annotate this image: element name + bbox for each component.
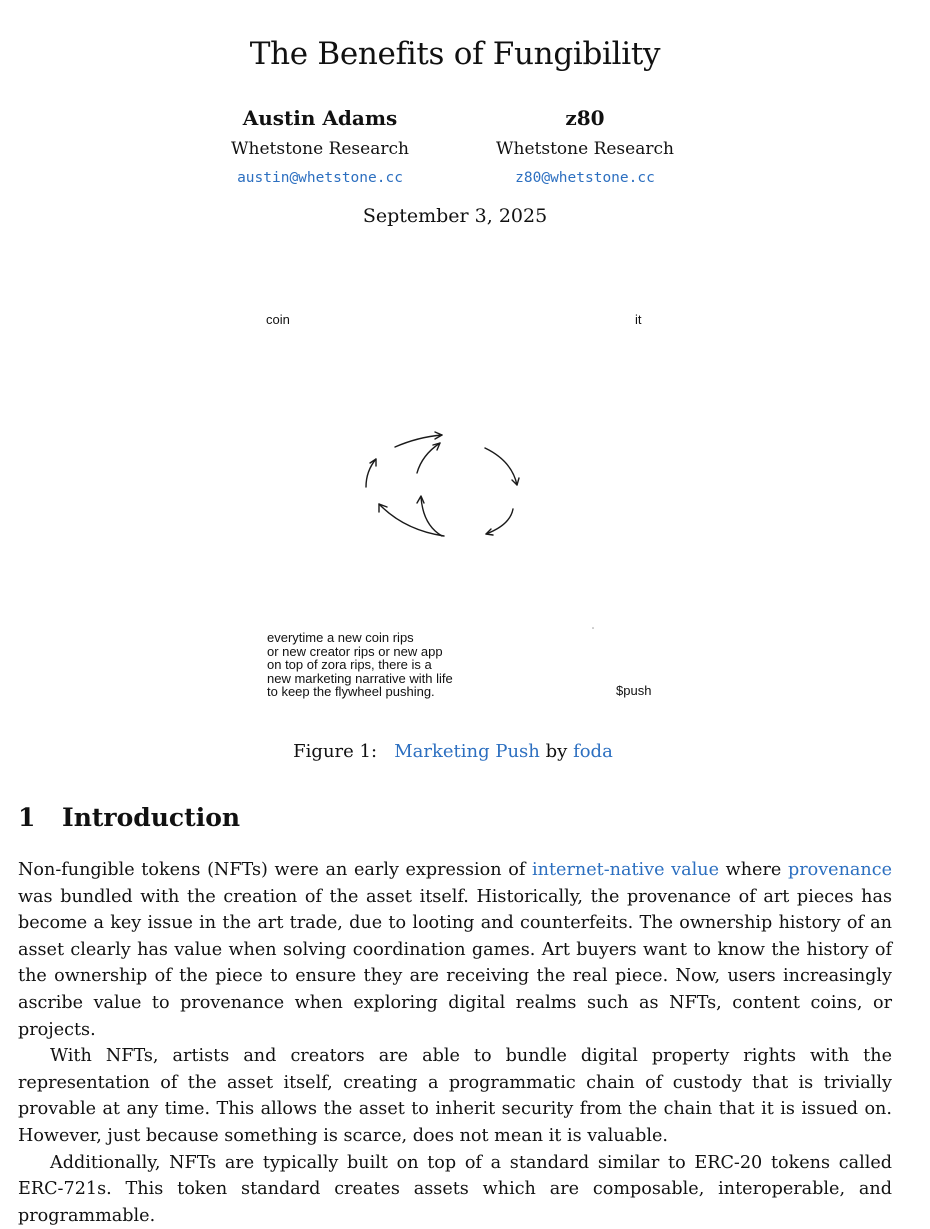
- author-email-link[interactable]: austin@whetstone.cc: [237, 170, 403, 186]
- author-affiliation: Whetstone Research: [496, 139, 674, 159]
- arrow-bottom-left: [379, 504, 444, 536]
- caption-title-link[interactable]: Marketing Push: [394, 741, 540, 762]
- arrow-left: [366, 459, 376, 487]
- arrow-top: [395, 435, 442, 447]
- caption-prefix: Figure 1:: [293, 741, 378, 762]
- author-block-1: [200, 104, 440, 192]
- section-number: 1: [18, 803, 36, 832]
- author-email-link[interactable]: z80@whetstone.cc: [515, 170, 655, 186]
- figure-label-push: $push: [616, 683, 652, 698]
- author-block-2: [465, 104, 705, 192]
- author-name: Austin Adams: [242, 106, 398, 130]
- author-affiliation: Whetstone Research: [231, 139, 409, 159]
- figure-label-coin: coin: [266, 312, 290, 327]
- paragraph-3: Additionally, NFTs are typically built on top of a standard similar to ERC-20 tokens called ERC-721s. This token standard creates assets which are composable, interoperable, and programmable.: [18, 1152, 892, 1226]
- author-name: z80: [565, 106, 605, 130]
- figure-1-image: [250, 285, 690, 715]
- note-line: to keep the flywheel pushing.: [267, 684, 435, 699]
- paper-title: The Benefits of Fungibility: [249, 36, 661, 72]
- note-line: or new creator rips or new app: [267, 643, 443, 659]
- arrow-inner-top: [417, 443, 440, 473]
- p1-text-start: Non-fungible tokens (NFTs) were an early expression of: [18, 860, 533, 880]
- internet-native-value-link[interactable]: internet-native value: [532, 860, 719, 880]
- caption-by: by: [545, 741, 568, 762]
- figure-note: [267, 631, 453, 699]
- arrow-bottom-up-head: [417, 496, 424, 503]
- p1-text-end: was bundled with the creation of the asset itself. Historically, the provenance of art pieces has become a key issue in the art trade, due to looting and counterfeits. The ownership history of an asset clearly has value when solving coordination games. Art buyers want to know the history of the ownership of the piece to ensure they are receiving the real piece. Now, users increasingly ascribe value to provenance when exploring digital realms such as NFTs, content coins, or projects.: [18, 886, 892, 1040]
- arrow-inner-top-head: [433, 443, 440, 450]
- figure-label-it: it: [635, 312, 642, 327]
- note-line: everytime a new coin rips: [267, 630, 414, 645]
- paragraph-2: With NFTs, artists and creators are able to bundle digital property rights with the representation of the asset itself, creating a programmatic chain of custody that is trivially provable at any time. This allows the asset to inherit security from the chain that it is issued on. However, just because something is scarce, does not mean it is valuable.: [18, 1046, 892, 1146]
- figure-caption: [0, 741, 906, 762]
- paper-date: September 3, 2025: [362, 205, 548, 227]
- p1-text-middle: where: [718, 860, 788, 880]
- note-line: new marketing narrative with life: [267, 670, 453, 686]
- paragraph-1: [18, 857, 892, 1043]
- caption-author-link[interactable]: foda: [573, 741, 613, 762]
- section-heading: [18, 803, 240, 832]
- provenance-link[interactable]: provenance: [787, 860, 892, 880]
- section-body: [18, 857, 892, 1229]
- section-title: Introduction: [62, 803, 241, 832]
- note-line: on top of zora rips, there is a: [267, 657, 432, 672]
